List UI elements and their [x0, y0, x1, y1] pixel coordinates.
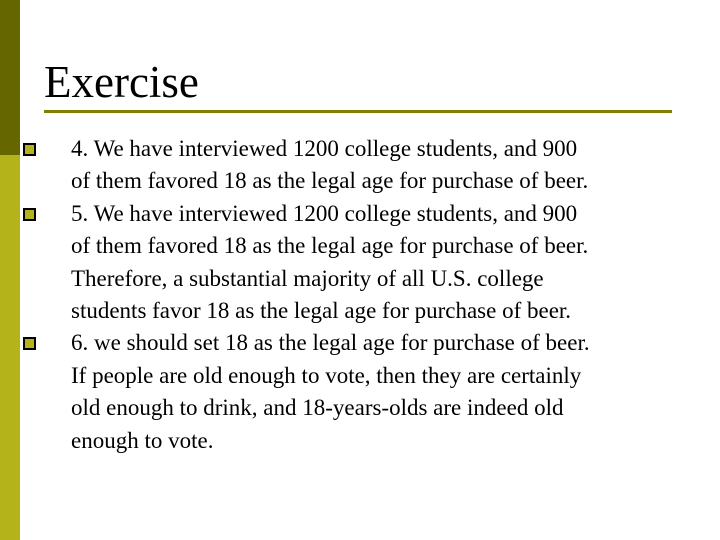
bullet-line: old enough to drink, and 18-years-olds are indeed old: [71, 395, 564, 421]
slide-title: Exercise: [44, 57, 199, 107]
bullet-line: of them favored 18 as the legal age for purchase of beer.: [71, 168, 589, 194]
bullet-list: [71, 133, 711, 457]
bullet-line: enough to vote.: [71, 427, 214, 453]
side-bar-light-segment: [0, 155, 20, 540]
bullet-item-3: [71, 327, 711, 457]
bullet-line: 4. We have interviewed 1200 college students, and 900: [71, 136, 578, 161]
bullet-line: If people are old enough to vote, then they are certainly: [71, 362, 582, 388]
title-underline: [44, 110, 672, 113]
bullet-item-1: [71, 133, 711, 198]
checkbox-bullet-icon: [23, 208, 36, 221]
bullet-line: 6. we should set 18 as the legal age for purchase of beer.: [71, 330, 590, 356]
side-bar-dark-segment: [0, 0, 20, 155]
checkbox-bullet-icon: [23, 143, 36, 156]
slide-side-bar: [0, 0, 20, 540]
bullet-line: of them favored 18 as the legal age for purchase of beer.: [71, 233, 589, 259]
bullet-line: students favor 18 as the legal age for purchase of beer.: [71, 298, 572, 324]
bullet-line: Therefore, a substantial majority of all U.S. college: [71, 265, 544, 291]
bullet-line: 5. We have interviewed 1200 college students, and 900: [71, 200, 578, 226]
checkbox-bullet-icon: [23, 337, 36, 350]
bullet-item-2: [71, 198, 711, 328]
